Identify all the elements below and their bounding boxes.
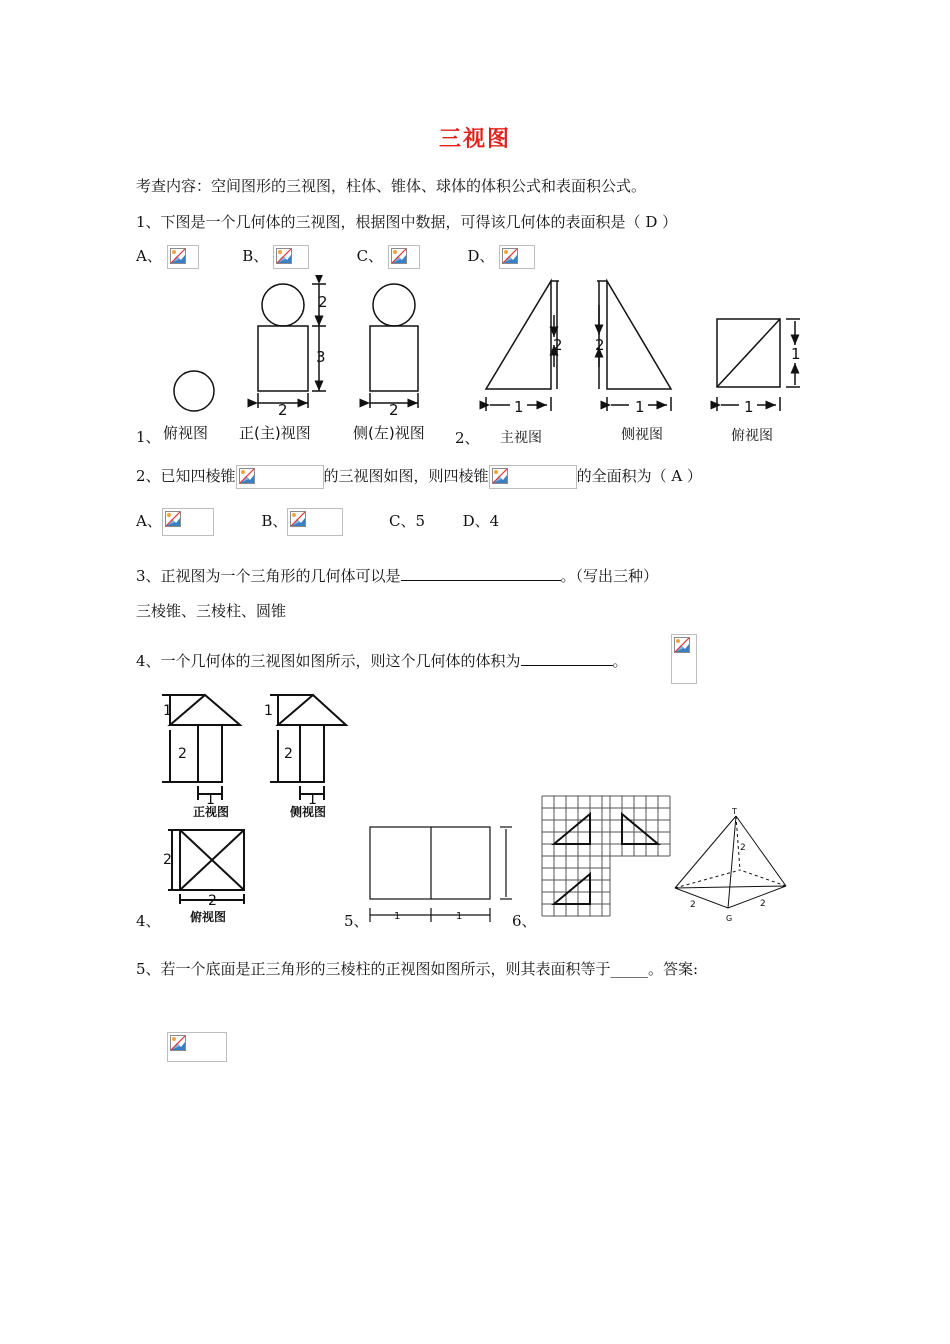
- fig4-dim-front-body: 2: [178, 746, 187, 762]
- q4-text-b: 。: [612, 652, 628, 670]
- fig4-front-roof: [170, 695, 240, 725]
- fig4-dim-front-width: 1: [206, 792, 215, 808]
- fig4-number: 4、: [136, 912, 161, 930]
- fig5-number: 5、: [344, 912, 369, 930]
- q1-option-d-label: D、: [467, 247, 495, 265]
- q1-option-b-image: [273, 245, 309, 269]
- fig2-label-main: 主视图: [500, 430, 542, 446]
- image-placeholder-icon: [170, 248, 186, 264]
- fig6-number: 6、: [512, 912, 537, 930]
- fig6-pyramid: [675, 816, 786, 908]
- q3-text-b: 。（写出三种）: [560, 567, 659, 585]
- q4-answer-blank[interactable]: [521, 665, 613, 666]
- image-placeholder-icon: [290, 511, 306, 527]
- image-placeholder-icon: [165, 511, 181, 527]
- fig1-dim-front-width: 2: [278, 401, 288, 419]
- q2-pyramid-image-1: [236, 465, 324, 489]
- page-title: 三视图: [438, 126, 511, 152]
- fig4-label-side: 侧视图: [290, 805, 327, 819]
- fig1-number: 1、: [136, 428, 161, 446]
- q2-options: [136, 508, 499, 536]
- q1-option-a-label: A、: [136, 247, 162, 265]
- q2-pyramid-image-2: [489, 465, 577, 489]
- fig4-dim-side-body: 2: [284, 746, 293, 762]
- image-placeholder-icon: [492, 468, 508, 484]
- figure-row-2: [150, 690, 800, 930]
- question-4: [136, 650, 628, 671]
- question-3: [136, 565, 658, 586]
- fig2-side-triangle: [607, 281, 671, 389]
- fig4-front-body: [198, 725, 222, 782]
- fig2-label-side: 侧视图: [621, 427, 663, 443]
- fig4-dim-top-height: 2: [163, 852, 172, 868]
- fig6-dim-left: 2: [690, 900, 696, 910]
- fig4-dim-side-width: 1: [308, 792, 317, 808]
- fig4-label-front: 正视图: [193, 805, 230, 819]
- fig1-dim-height: 3: [316, 348, 326, 366]
- image-placeholder-icon: [276, 248, 292, 264]
- q1-option-c-label: C、: [356, 247, 384, 265]
- fig6-shape-3: [554, 874, 590, 904]
- q2-text-c: 的全面积为（ A ）: [576, 467, 702, 485]
- fig1-front-cylinder: [258, 326, 308, 391]
- q2-option-c: C、5: [389, 512, 426, 530]
- image-placeholder-icon: [674, 637, 690, 653]
- fig1-front-sphere: [262, 284, 304, 326]
- q2-text-b: 的三视图如图，则四棱锥: [323, 467, 489, 485]
- q4-text-a: 4、一个几何体的三视图如图所示，则这个几何体的体积为: [136, 652, 521, 670]
- fig4-dim-front-roof: 1: [163, 703, 172, 719]
- image-placeholder-icon: [502, 248, 518, 264]
- fig6-label-apex: T: [732, 807, 737, 816]
- q1-option-c-image: [388, 245, 420, 269]
- question-2: [136, 465, 702, 489]
- q4-answer-image: [671, 634, 697, 684]
- fig2-dim-side-width: 1: [635, 398, 645, 416]
- fig6-dim-height: 2: [740, 843, 746, 853]
- fig2-dim-main-width: 1: [514, 398, 524, 416]
- image-placeholder-icon: [239, 468, 255, 484]
- q1-option-a-image: [167, 245, 199, 269]
- q1-option-d-image: [499, 245, 535, 269]
- fig1-dim-sphere: 2: [318, 293, 328, 311]
- fig5-rectangle: [370, 827, 490, 899]
- fig1-dim-side-width: 2: [389, 401, 399, 419]
- fig6-label-base: G: [726, 914, 733, 923]
- fig2-dim-side-height: 2: [595, 336, 605, 354]
- q2-option-a-image: [162, 508, 214, 536]
- q2-option-b-label: B、: [261, 512, 288, 530]
- question-1: 1、下图是一个几何体的三视图，根据图中数据，可得该几何体的表面积是（ D ）: [136, 213, 678, 231]
- fig6-shape-2: [622, 814, 658, 844]
- fig6-dim-right: 2: [760, 899, 766, 909]
- fig5-dim-right: 1: [456, 911, 463, 922]
- fig2-number: 2、: [455, 429, 480, 447]
- image-placeholder-icon: [170, 1035, 186, 1051]
- q3-answer: 三棱锥、三棱柱、圆锥: [136, 602, 287, 620]
- fig2-dim-top-height: 1: [791, 345, 801, 363]
- intro-text: 考查内容：空间图形的三视图，柱体、锥体、球体的体积公式和表面积公式。: [136, 177, 647, 195]
- q3-text-a: 3、正视图为一个三角形的几何体可以是: [136, 567, 401, 585]
- fig5-dim-left: 1: [394, 911, 401, 922]
- fig4-dim-side-roof: 1: [264, 703, 273, 719]
- q1-options: [136, 245, 535, 269]
- fig2-main-triangle: [486, 281, 551, 389]
- fig2-dim-main-height: 2: [553, 336, 563, 354]
- fig4-label-top: 俯视图: [190, 910, 227, 924]
- q5-answer-image: [167, 1032, 227, 1062]
- fig2-label-top: 俯视图: [731, 428, 773, 444]
- fig4-dim-top-width: 2: [208, 893, 217, 909]
- fig1-label-top: 俯视图: [163, 424, 209, 442]
- q2-option-d: D、4: [462, 512, 500, 530]
- q2-option-b-image: [287, 508, 343, 536]
- question-5: 5、若一个底面是正三角形的三棱柱的正视图如图所示，则其表面积等于_____。答案:: [136, 960, 699, 978]
- q3-answer-blank[interactable]: [401, 580, 561, 581]
- q2-text-a: 2、已知四棱锥: [136, 467, 236, 485]
- q1-option-b-label: B、: [242, 247, 269, 265]
- fig1-label-front: 正(主)视图: [239, 424, 311, 442]
- q2-option-a-label: A、: [136, 512, 162, 530]
- fig2-dim-top-width: 1: [744, 398, 754, 416]
- figure-row-1: [130, 275, 820, 450]
- fig1-label-side: 侧(左)视图: [353, 424, 425, 442]
- image-placeholder-icon: [391, 248, 407, 264]
- fig6-shape-1: [554, 814, 590, 844]
- fig1-top-circle: [174, 371, 214, 411]
